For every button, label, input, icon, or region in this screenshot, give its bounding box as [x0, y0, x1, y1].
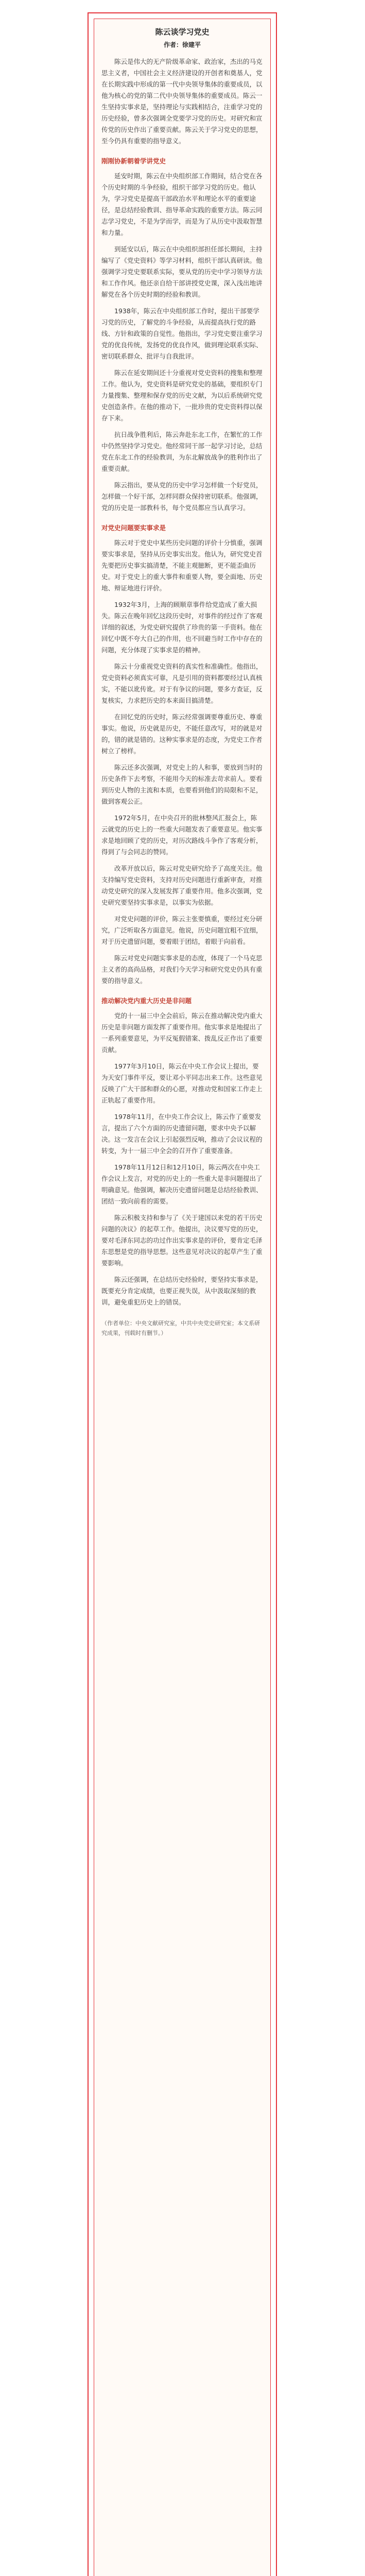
paragraph: 延安时期，陈云在中央组织部工作期间，结合党在各个历史时期的斗争经验，组织干部学习党的历史。他认为，学习党史是提高干部政治水平和理论水平的重要途径，是总结经验教训、指导革命实践的重要方法。陈云同志学习党史，不是为学而学，而是为了从历史中汲取智慧和力量。	[101, 172, 263, 236]
section-heading: 推动解决党内重大历史是非问题	[101, 997, 192, 1005]
paragraph: 陈云对党史问题实事求是的态度，体现了一个马克思主义者的高尚品格，对我们今天学习和研究党史仍具有重要的指导意义。	[101, 954, 263, 985]
paragraph: 1932年3月，上海的顾顺章事件给党造成了重大损失。陈云在晚年回忆这段历史时，对事件的经过作了客观详细的叙述，为党史研究提供了珍贵的第一手资料。他在回忆中既不夸大自己的作用，也不回避当时工作中存在的问题，充分体现了实事求是的精神。	[101, 601, 263, 654]
paragraph: 陈云对于党史中某些历史问题的评价十分慎重，强调要实事求是，坚持从历史事实出发。他认为，研究党史首先要把历史事实搞清楚，不能主观臆断，更不能歪曲历史。对于党史上的重大事件和重要人物，要全面地、历史地、辩证地进行评价。	[101, 539, 263, 592]
paragraph: 1972年5月，在中央召开的批林整风汇报会上，陈云就党的历史上的一些重大问题发表了重要意见。他实事求是地回顾了党的历史，对历次路线斗争作了客观分析，得到了与会同志的赞同。	[101, 814, 263, 856]
paragraph: 1978年11月，在中央工作会议上，陈云作了重要发言，提出了六个方面的历史遗留问题，要求中央予以解决。这一发言在会议上引起强烈反响，推动了会议议程的转变，为十一届三中全会的召开作了重要准备。	[101, 1113, 263, 1155]
paragraph: 在回忆党的历史时，陈云经常强调要尊重历史、尊重事实。他说，历史就是历史，不能任意改写，对的就是对的，错的就是错的。这种实事求是的态度，为党史工作者树立了榜样。	[101, 713, 263, 755]
paragraph: 到延安以后，陈云在中央组织部担任部长期间，主持编写了《党史资料》等学习材料，组织干部认真研读。他强调学习党史要联系实际，要从党的历史中学习领导方法和工作作风。他还亲自给干部讲授党史课，深入浅出地讲解党在各个历史时期的经验和教训。	[101, 245, 263, 298]
paragraph: 陈云还强调，在总结历史经验时，要坚持实事求是，既要充分肯定成绩，也要正视失误，从中汲取深刻的教训，避免重犯历史上的错误。	[101, 1276, 263, 1306]
article-frame	[88, 12, 277, 2576]
paragraph: 陈云积极支持和参与了《关于建国以来党的若干历史问题的决议》的起草工作。他提出，决议要写党的历史，要对毛泽东同志的功过作出实事求是的评价，要肯定毛泽东思想是党的指导思想。这些意见对决议的起草产生了重要影响。	[101, 1214, 263, 1267]
paragraph: 陈云还多次强调，对党史上的人和事，要放到当时的历史条件下去考察，不能用今天的标准去苛求前人。要看到历史人物的主流和本质，也要看到他们的局限和不足，做到客观公正。	[101, 764, 263, 805]
paragraph: 1938年，陈云在中央组织部工作时，提出干部要学习党的历史，了解党的斗争经验，从而提高执行党的路线、方针和政策的自觉性。他指出，学习党史要注重学习党的优良传统，发扬党的优良作风，做到理论联系实际、密切联系群众、批评与自我批评。	[101, 307, 263, 360]
article-footnote: （作者单位：中央文献研究室，中共中央党史研究室；本文系研究成果，刊载时有删节。）	[101, 1320, 260, 1336]
paragraph: 陈云在延安期间还十分重视对党史资料的搜集和整理工作。他认为，党史资料是研究党史的基础，要组织专门力量搜集、整理和保存党的历史文献，为以后系统研究党史创造条件。在他的推动下，一批珍贵的党史资料得以保存下来。	[101, 369, 263, 422]
article-intro: 陈云是伟大的无产阶级革命家、政治家，杰出的马克思主义者，中国社会主义经济建设的开创者和奠基人，党在长期实践中形成的第一代中央领导集体的重要成员，以他为核心的党的第二代中央领导集体的重要成员。陈云一生坚持实事求是，坚持理论与实践相结合，注重学习党的历史经验，曾多次强调全党要学习党的历史。对研究和宣传党的历史作出了重要贡献。陈云关于学习党史的思想，至今仍具有重要的指导意义。	[101, 58, 263, 145]
paragraph: 陈云指出，要从党的历史中学习怎样做一个好党员，怎样做一个好干部，怎样同群众保持密切联系。他强调，党的历史是一部教科书，每个党员都应当认真学习。	[101, 481, 263, 512]
section-body	[101, 537, 263, 987]
paragraph: 1978年11月12日和12月10日，陈云两次在中央工作会议上发言，对党的历史上的一些重大是非问题提出了明确意见。他强调，解决历史遗留问题是总结经验教训、团结一致向前看的需要。	[101, 1163, 263, 1205]
paragraph: 陈云十分重视党史资料的真实性和准确性。他指出，党史资料必须真实可靠，凡是引用的资料都要经过认真核实，不能以讹传讹。对于有争议的问题，要多方查证，反复核实，力求把历史的本来面目搞清楚。	[101, 663, 263, 704]
section-body	[101, 1010, 263, 1308]
section-heading: 刚刚协新朝着学讲党史	[101, 157, 166, 165]
paragraph: 改革开放以后，陈云对党史研究给予了高度关注。他支持编写党史资料，支持对历史问题进行重新审查，对推动党史研究的深入发展发挥了重要作用。他多次强调，党史研究要坚持实事求是，以事实为依据。	[101, 865, 263, 906]
article-sections	[94, 156, 270, 1308]
paragraph: 抗日战争胜利后，陈云奔赴东北工作，在繁忙的工作中仍然坚持学习党史。他经常同干部一起学习讨论，总结党在东北工作的经验教训，为东北解放战争的胜利作出了重要贡献。	[101, 431, 263, 472]
article-author: 作者：徐建平	[163, 41, 201, 48]
section-heading: 对党史问题要实事求是	[101, 524, 166, 532]
article-body	[94, 19, 271, 2576]
paragraph: 1977年3月10日，陈云在中央工作会议上提出，要为天安门事件平反，要让邓小平同志出来工作。这些意见反映了广大干部和群众的心愿，对推动党和国家工作走上正轨起了重要作用。	[101, 1062, 263, 1104]
paragraph: 对党史问题的评价，陈云主张要慎重，要经过充分研究，广泛听取各方面意见。他说，历史问题宜粗不宜细，对于历史遗留问题，要着眼于团结，着眼于向前看。	[101, 915, 263, 945]
article-title: 陈云谈学习党史	[155, 27, 210, 37]
section-body	[101, 171, 263, 514]
paragraph: 党的十一届三中全会前后，陈云在推动解决党内重大历史是非问题方面发挥了重要作用。他实事求是地提出了一系列重要意见，为平反冤假错案、拨乱反正作出了重要贡献。	[101, 1012, 263, 1054]
